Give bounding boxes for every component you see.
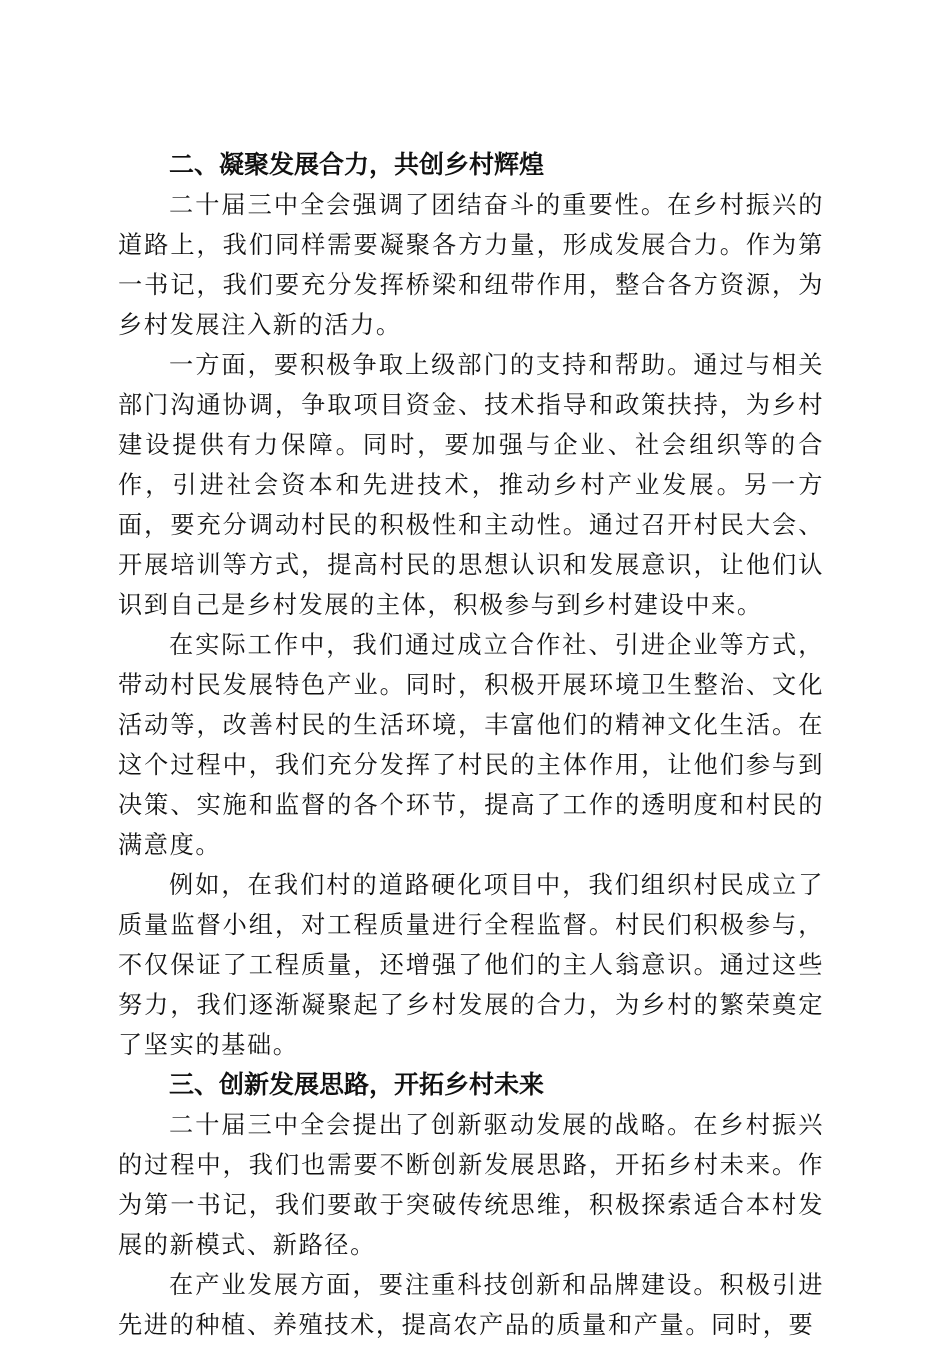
paragraph: 在产业发展方面，要注重科技创新和品牌建设。积极引进先进的种植、养殖技术，提高农产品的质量和产量。同时，要 (118, 1271, 824, 1339)
section-heading-2: 二、凝聚发展合力，共创乡村辉煌 (169, 150, 545, 179)
paragraph: 一方面，要积极争取上级部门的支持和帮助。通过与相关部门沟通协调，争取项目资金、技术指导和政策扶持，为乡村建设提供有力保障。同时，要加强与企业、社会组织等的合作，引进社会资本和先进技术，推动乡村产业发展。另一方面，要充分调动村民的积极性和主动性。通过召开村民大会、开展培训等方式，提高村民的思想认识和发展意识，让他们认识到自己是乡村发展的主体，积极参与到乡村建设中来。 (118, 351, 824, 619)
document-body (118, 145, 824, 1345)
section-heading-3: 三、创新发展思路，开拓乡村未来 (169, 1070, 545, 1099)
paragraph: 二十届三中全会强调了团结奋斗的重要性。在乡村振兴的道路上，我们同样需要凝聚各方力量，形成发展合力。作为第一书记，我们要充分发挥桥梁和纽带作用，整合各方资源，为乡村发展注入新的活力。 (118, 191, 824, 339)
paragraph: 二十届三中全会提出了创新驱动发展的战略。在乡村振兴的过程中，我们也需要不断创新发展思路，开拓乡村未来。作为第一书记，我们要敢于突破传统思维，积极探索适合本村发展的新模式、新路径。 (118, 1111, 824, 1259)
paragraph: 在实际工作中，我们通过成立合作社、引进企业等方式，带动村民发展特色产业。同时，积极开展环境卫生整治、文化活动等，改善村民的生活环境，丰富他们的精神文化生活。在这个过程中，我们充分发挥了村民的主体作用，让他们参与到决策、实施和监督的各个环节，提高了工作的透明度和村民的满意度。 (118, 631, 824, 859)
paragraph: 例如，在我们村的道路硬化项目中，我们组织村民成立了质量监督小组，对工程质量进行全程监督。村民们积极参与，不仅保证了工程质量，还增强了他们的主人翁意识。通过这些努力，我们逐渐凝聚起了乡村发展的合力，为乡村的繁荣奠定了坚实的基础。 (118, 871, 824, 1059)
